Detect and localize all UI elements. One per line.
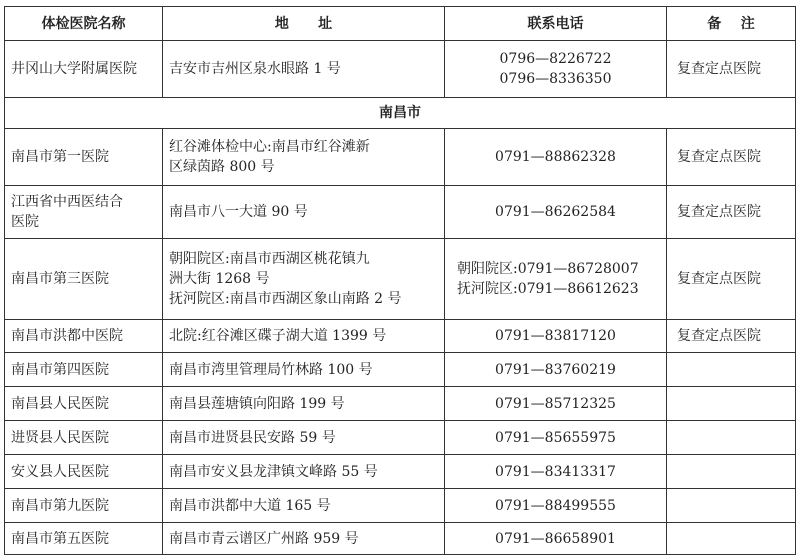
hospital-phone — [445, 320, 667, 353]
phone-line: 0791—83817120 — [495, 328, 616, 344]
hospital-name — [5, 387, 163, 421]
table-row — [5, 320, 796, 353]
hospital-address — [163, 387, 445, 421]
phone-line: 0796—8226722 — [499, 51, 612, 67]
table-row — [5, 186, 796, 239]
hospital-name — [5, 353, 163, 387]
phone-line: 0791—85712325 — [495, 395, 616, 412]
hospital-address — [163, 421, 445, 455]
phone-line: 0791—88499555 — [495, 497, 616, 514]
table-row — [5, 523, 796, 555]
hospital-name — [5, 421, 163, 455]
hospital-phone — [445, 455, 667, 489]
name-line: 南昌县人民医院 — [11, 395, 109, 412]
hospital-name — [5, 455, 163, 489]
hospital-phone — [445, 421, 667, 455]
hospital-note — [667, 421, 796, 455]
hospital-name — [5, 320, 163, 353]
hospital-note — [667, 455, 796, 489]
header-note: 备 注 — [667, 7, 796, 41]
hospital-phone — [445, 41, 667, 98]
hospital-name — [5, 523, 163, 555]
name-line: 南昌市第一医院 — [11, 149, 109, 165]
name-line: 南昌市第九医院 — [11, 497, 109, 514]
address-line: 朝阳院区:南昌市西湖区桃花镇九 — [169, 251, 370, 267]
table-row — [5, 239, 796, 320]
hospital-phone — [445, 489, 667, 523]
hospital-name: 井冈山大学附属医院 — [5, 41, 163, 98]
table-row — [5, 41, 796, 98]
hospital-table-sheet — [4, 6, 795, 555]
hospital-note: 复查定点医院 — [667, 41, 796, 98]
hospital-note — [667, 523, 796, 555]
hospital-address — [163, 129, 445, 186]
table-header-row — [5, 7, 796, 41]
name-line: 南昌市第四医院 — [11, 361, 109, 378]
section-title: 南昌市 — [5, 98, 796, 129]
address-line: 南昌市洪都中大道 165 号 — [169, 497, 331, 514]
phone-line: 0791—88862328 — [495, 149, 616, 165]
hospital-address — [163, 239, 445, 320]
hospital-table — [4, 6, 796, 555]
name-line: 南昌市第五医院 — [11, 530, 109, 547]
hospital-address — [163, 320, 445, 353]
table-row — [5, 421, 796, 455]
hospital-address — [163, 186, 445, 239]
hospital-address: 吉安市吉州区泉水眼路 1 号 — [163, 41, 445, 98]
hospital-address — [163, 523, 445, 555]
hospital-note: 复查定点医院 — [667, 320, 796, 353]
name-line: 南昌市洪都中医院 — [11, 328, 123, 344]
address-line: 区绿茵路 800 号 — [169, 159, 275, 175]
name-line: 医院 — [11, 214, 39, 230]
hospital-phone — [445, 186, 667, 239]
hospital-note: 复查定点医院 — [667, 186, 796, 239]
address-line: 北院:红谷滩区碟子湖大道 1399 号 — [169, 328, 387, 344]
header-address: 地 址 — [163, 7, 445, 41]
hospital-phone — [445, 239, 667, 320]
name-line: 江西省中西医结合 — [11, 194, 123, 210]
address-line: 洲大街 1268 号 — [169, 271, 270, 287]
table-row — [5, 387, 796, 421]
table-row — [5, 489, 796, 523]
address-line: 抚河院区:南昌市西湖区象山南路 2 号 — [169, 291, 402, 307]
hospital-name — [5, 489, 163, 523]
name-line: 安义县人民医院 — [11, 463, 109, 480]
hospital-phone — [445, 523, 667, 555]
address-line: 南昌市八一大道 90 号 — [169, 204, 308, 220]
hospital-name — [5, 129, 163, 186]
table-row — [5, 353, 796, 387]
phone-line: 朝阳院区:0791—86728007 — [457, 261, 639, 277]
hospital-note: 复查定点医院 — [667, 129, 796, 186]
phone-line: 0791—85655975 — [495, 429, 616, 446]
section-row — [5, 98, 796, 129]
hospital-phone — [445, 353, 667, 387]
hospital-phone — [445, 387, 667, 421]
name-line: 南昌市第三医院 — [11, 271, 109, 287]
hospital-address — [163, 489, 445, 523]
phone-line: 0796—8336350 — [499, 71, 612, 87]
hospital-phone — [445, 129, 667, 186]
phone-line: 0791—86658901 — [495, 530, 616, 547]
phone-line: 抚河院区:0791—86612623 — [457, 281, 639, 297]
address-line: 南昌县莲塘镇向阳路 199 号 — [169, 395, 345, 412]
address-line: 南昌市青云谱区广州路 959 号 — [169, 530, 359, 547]
hospital-address — [163, 455, 445, 489]
address-line: 南昌市安义县龙津镇文峰路 55 号 — [169, 463, 378, 480]
hospital-note — [667, 353, 796, 387]
address-line: 南昌市进贤县民安路 59 号 — [169, 429, 336, 446]
header-phone: 联系电话 — [445, 7, 667, 41]
hospital-note — [667, 489, 796, 523]
hospital-note — [667, 387, 796, 421]
address-line: 红谷滩体检中心:南昌市红谷滩新 — [169, 139, 370, 155]
address-line: 南昌市湾里管理局竹林路 100 号 — [169, 361, 373, 378]
hospital-address — [163, 353, 445, 387]
table-row — [5, 129, 796, 186]
header-name: 体检医院名称 — [5, 7, 163, 41]
phone-line: 0791—83413317 — [495, 463, 616, 480]
phone-line: 0791—83760219 — [495, 361, 616, 378]
name-line: 进贤县人民医院 — [11, 429, 109, 446]
phone-line: 0791—86262584 — [495, 204, 616, 220]
hospital-name — [5, 186, 163, 239]
table-row — [5, 455, 796, 489]
hospital-note: 复查定点医院 — [667, 239, 796, 320]
hospital-name — [5, 239, 163, 320]
